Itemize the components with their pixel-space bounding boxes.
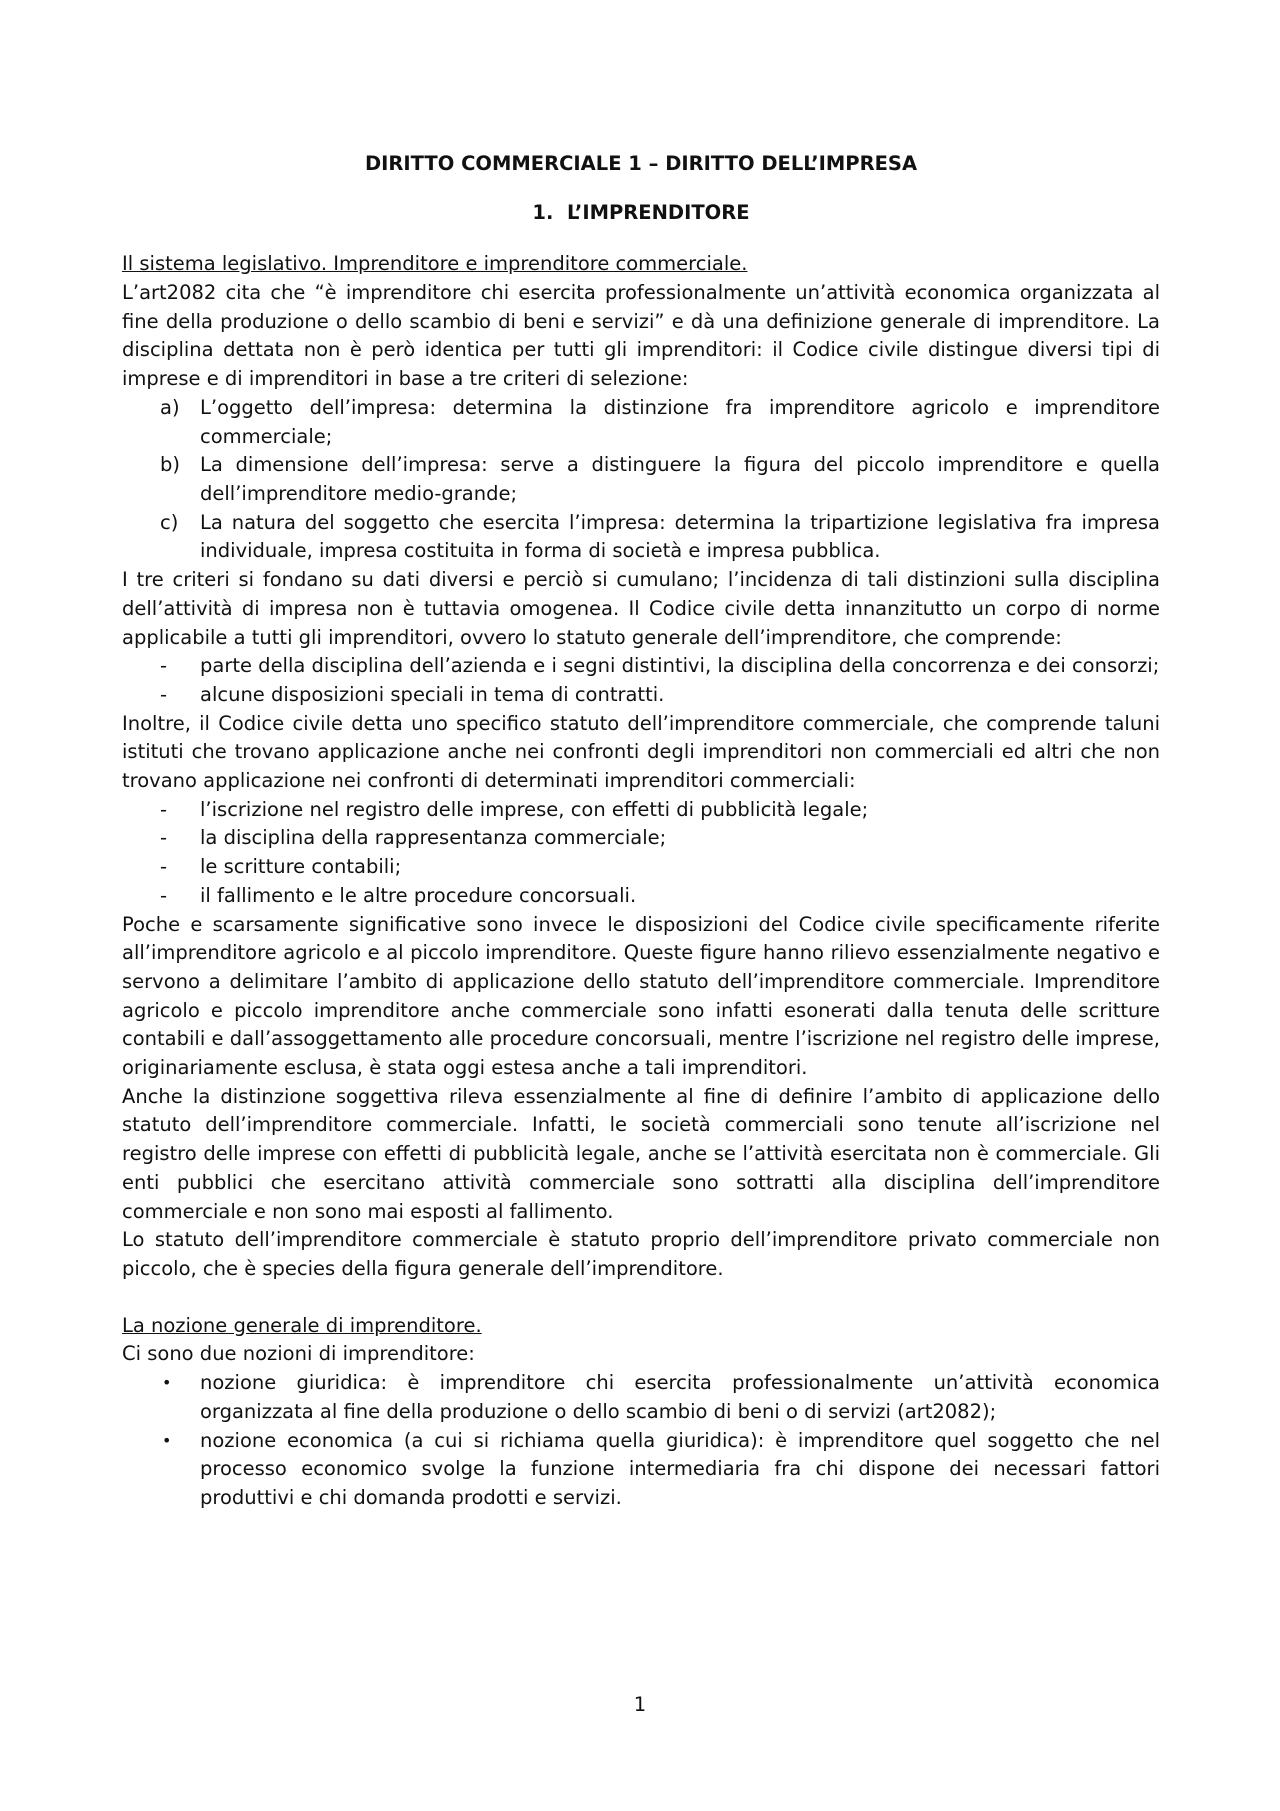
list-marker: b): [160, 453, 180, 477]
list-item-text: La dimensione dell’impresa: serve a distinguere la figura del piccolo imprenditore e quella dell’imprenditore medio-grande;: [200, 453, 1160, 505]
list-item: [122, 681, 1160, 710]
list-item: [122, 451, 1160, 508]
list-item: [122, 394, 1160, 451]
list-marker: -: [160, 682, 168, 706]
chapter-title-text: L’IMPRENDITORE: [566, 200, 750, 224]
commercial-statute-list: [122, 796, 1160, 911]
paragraph: Ci sono due nozioni di imprenditore:: [122, 1342, 475, 1366]
list-item-text: alcune disposizioni speciali in tema di contratti.: [200, 682, 665, 706]
list-marker: -: [160, 654, 168, 678]
list-item-text: nozione giuridica: è imprenditore chi esercita professionalmente un’attività economica organizzata al fine della produzione o dello scambio di beni o di servizi (art2082);: [200, 1371, 1160, 1423]
list-item: [122, 1369, 1160, 1426]
list-marker: -: [160, 826, 168, 850]
document-page: [122, 150, 1160, 1513]
list-item: [122, 652, 1160, 681]
paragraph: I tre criteri si fondano su dati diversi e perciò si cumulano; l’incidenza di tali distinzioni sulla disciplina dell’attività di impresa non è tuttavia omogenea. Il Codice civile detta innanzitutto un corpo di norme applicabile a tutti gli imprenditori, ovvero lo statuto generale dell’imprenditore, che comprende:: [122, 568, 1160, 649]
paragraph: Poche e scarsamente significative sono invece le disposizioni del Codice civile specificamente riferite all’imprenditore agricolo e al piccolo imprenditore. Queste figure hanno rilievo essenzialmente negativo e servono a delimitare l’ambito di applicazione dello statuto dell’imprenditore commerciale. Imprenditore agricolo e piccolo imprenditore anche commerciale sono infatti esonerati dalla tenuta delle scritture contabili e dall’assoggettamento alle procedure concorsuali, mentre l’iscrizione nel registro delle imprese, originariamente esclusa, è stata oggi estesa anche a tali imprenditori.: [122, 912, 1160, 1080]
list-marker: -: [160, 797, 168, 821]
section-heading-general-notion: La nozione generale di imprenditore.: [122, 1313, 482, 1337]
list-item-text: La natura del soggetto che esercita l’impresa: determina la tripartizione legislativa fra impresa individuale, impresa costituita in forma di società e impresa pubblica.: [200, 510, 1160, 563]
list-item-text: L’oggetto dell’impresa: determina la distinzione fra imprenditore agricolo e imprenditore commerciale;: [200, 395, 1160, 448]
bullet-icon: •: [162, 1373, 172, 1393]
list-item-text: le scritture contabili;: [200, 855, 402, 879]
criteria-list: [122, 394, 1160, 566]
list-marker: -: [160, 883, 168, 907]
list-item-text: parte della disciplina dell’azienda e i segni distintivi, la disciplina della concorrenza e dei consorzi;: [200, 654, 1160, 678]
list-item-text: nozione economica (a cui si richiama quella giuridica): è imprenditore quel soggetto che nel processo economico svolge la funzione intermediaria fra chi dispone dei necessari fattori produttivi e chi domanda prodotti e servizi.: [200, 1428, 1160, 1509]
list-marker: c): [160, 510, 179, 534]
list-item-text: l’iscrizione nel registro delle imprese, con effetti di pubblicità legale;: [200, 797, 869, 821]
paragraph: L’art2082 cita che “è imprenditore chi esercita professionalmente un’attività economica organizzata al fine della produzione o dello scambio di beni e servizi” e dà una definizione generale di imprenditore. La disciplina dettata non è però identica per tutti gli imprenditori: il Codice civile distingue diversi tipi di imprese e di imprenditori in base a tre criteri di selezione:: [122, 281, 1160, 391]
bullet-icon: •: [162, 1430, 172, 1450]
list-item-text: la disciplina della rappresentanza commerciale;: [200, 826, 667, 850]
chapter-number: 1.: [532, 200, 554, 224]
list-marker: a): [160, 395, 180, 419]
section-heading-legislative-system: Il sistema legislativo. Imprenditore e imprenditore commerciale.: [122, 252, 748, 276]
list-item: [122, 509, 1160, 566]
general-statute-list: [122, 652, 1160, 709]
list-item: [122, 796, 1160, 825]
list-item: [122, 1427, 1160, 1513]
list-item: [122, 882, 1160, 911]
list-item: [122, 853, 1160, 882]
notions-list: [122, 1369, 1160, 1513]
paragraph: Inoltre, il Codice civile detta uno specifico statuto dell’imprenditore commerciale, che comprende taluni istituti che trovano applicazione anche nei confronti degli imprenditori non commerciali ed altri che non trovano applicazione nei confronti di determinati imprenditori commerciali:: [122, 711, 1160, 793]
paragraph: Anche la distinzione soggettiva rileva essenzialmente al fine di definire l’ambito di applicazione dello statuto dell’imprenditore commerciale. Infatti, le società commerciali sono tenute all’iscrizione nel registro delle imprese con effetti di pubblicità legale, anche se l’attività esercitata non è commerciale. Gli enti pubblici che esercitano attività commerciale sono sottratti alla disciplina dell’imprenditore commerciale e non sono mai esposti al fallimento.: [122, 1084, 1160, 1223]
list-item: [122, 824, 1160, 853]
document-title: DIRITTO COMMERCIALE 1 – DIRITTO DELL’IMPRESA: [364, 152, 918, 175]
paragraph: Lo statuto dell’imprenditore commerciale è statuto proprio dell’imprenditore privato commerciale non piccolo, che è species della figura generale dell’imprenditore.: [122, 1228, 1160, 1280]
page-number: 1: [633, 1693, 647, 1716]
list-marker: -: [160, 855, 168, 879]
chapter-title: [122, 199, 1160, 228]
list-item-text: il fallimento e le altre procedure concorsuali.: [200, 883, 637, 907]
